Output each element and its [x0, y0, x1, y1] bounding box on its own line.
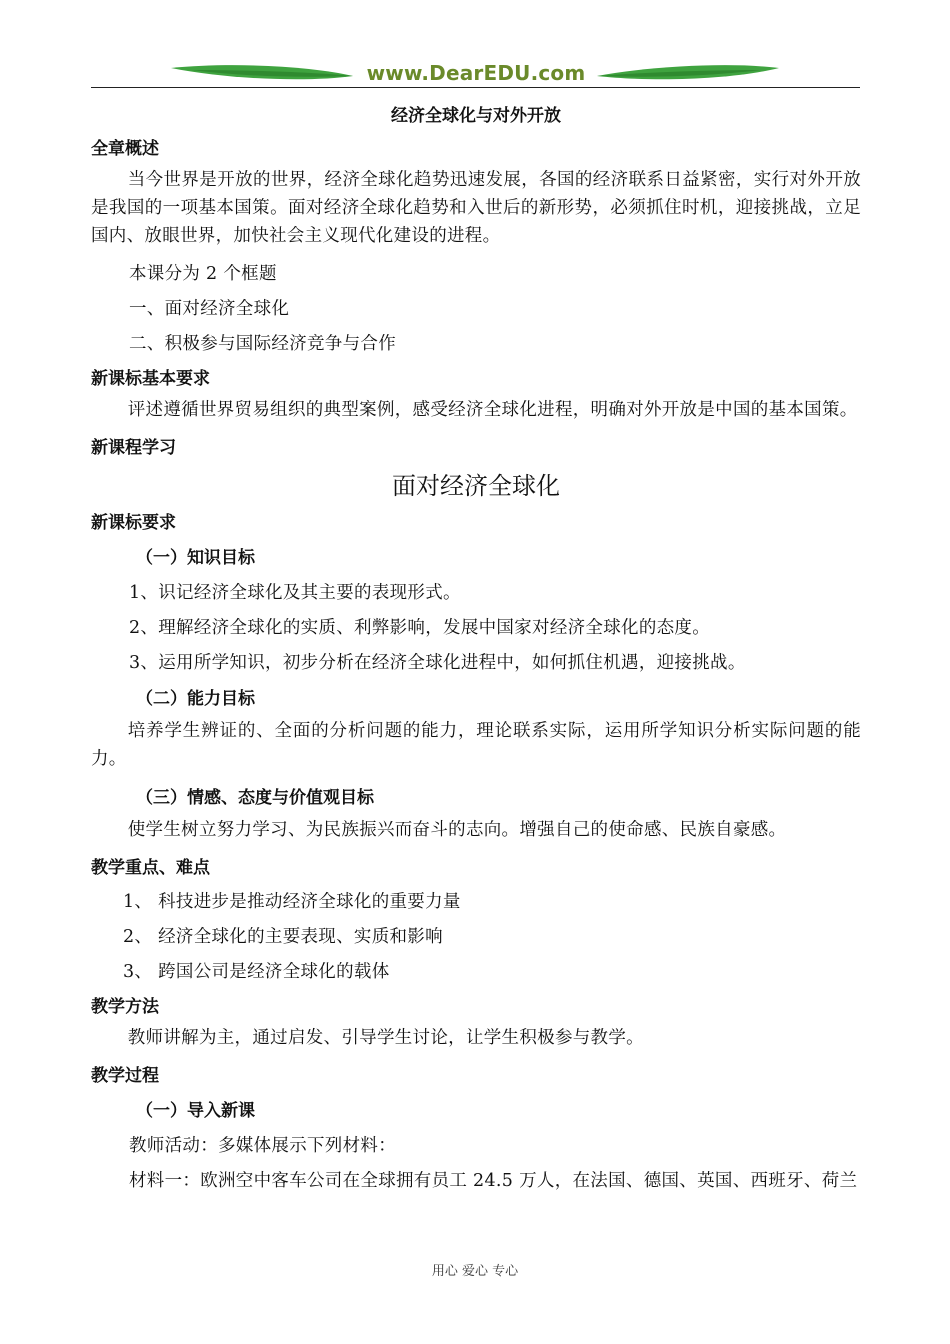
overview-line: 本课分为 2 个框题: [129, 264, 277, 284]
section-heading-process: 教学过程: [91, 1066, 159, 1086]
document-title: 经济全球化与对外开放: [391, 106, 561, 126]
section-heading-key-points: 教学重点、难点: [91, 858, 210, 878]
overview-line: 二、积极参与国际经济竞争与合作: [129, 334, 396, 354]
subheading-emotion: （三）情感、态度与价值观目标: [136, 788, 374, 808]
overview-paragraph: 当今世界是开放的世界，经济全球化趋势迅速发展，各国的经济联系日益紧密，实行对外开放是我国的一项基本国策。面对经济全球化趋势和入世后的新形势，必须抓住时机，迎接挑战，立足国内、放眼世界，加快社会主义现代化建设的进程。: [91, 170, 861, 246]
section-heading-standard: 新课标基本要求: [91, 369, 210, 389]
knowledge-item: 1、识记经济全球化及其主要的表现形式。: [129, 583, 461, 603]
section-heading-learning: 新课程学习: [91, 438, 176, 458]
standard-paragraph: 评述遵循世界贸易组织的典型案例，感受经济全球化进程，明确对外开放是中国的基本国策。: [127, 400, 858, 420]
section-heading-overview: 全章概述: [91, 139, 159, 159]
key-point-item: 2、 经济全球化的主要表现、实质和影响: [123, 927, 443, 947]
page-footer: 用心 爱心 专心: [431, 1264, 519, 1279]
section-heading-method: 教学方法: [91, 997, 159, 1017]
section-heading-requirements: 新课标要求: [91, 513, 176, 533]
knowledge-item: 2、理解经济全球化的实质、利弊影响，发展中国家对经济全球化的态度。: [129, 618, 711, 638]
knowledge-item: 3、运用所学知识，初步分析在经济全球化进程中，如何抓住机遇，迎接挑战。: [129, 653, 746, 673]
ability-paragraph: 培养学生辨证的、全面的分析问题的能力，理论联系实际，运用所学知识分析实际问题的能力。: [91, 721, 861, 769]
process-line: 教师活动：多媒体展示下列材料：: [129, 1136, 396, 1156]
method-paragraph: 教师讲解为主，通过启发、引导学生讨论，让学生积极参与教学。: [127, 1028, 644, 1048]
key-point-item: 3、 跨国公司是经济全球化的载体: [123, 962, 390, 982]
document-body: [91, 100, 861, 1199]
subheading-knowledge: （一）知识目标: [136, 548, 255, 568]
subheading-intro: （一）导入新课: [136, 1101, 255, 1121]
site-logo-text: www.DearEDU.com: [366, 61, 586, 85]
emotion-paragraph: 使学生树立努力学习、为民族振兴而奋斗的志向。增强自己的使命感、民族自豪感。: [127, 820, 787, 840]
subheading-ability: （二）能力目标: [136, 689, 255, 709]
overview-line: 一、面对经济全球化: [129, 299, 290, 319]
process-line: 材料一：欧洲空中客车公司在全球拥有员工 24.5 万人，在法国、德国、英国、西班牙、荷兰: [129, 1171, 858, 1191]
key-point-item: 1、 科技进步是推动经济全球化的重要力量: [123, 892, 461, 912]
lesson-title: 面对经济全球化: [392, 472, 560, 500]
header-divider: [91, 87, 860, 88]
